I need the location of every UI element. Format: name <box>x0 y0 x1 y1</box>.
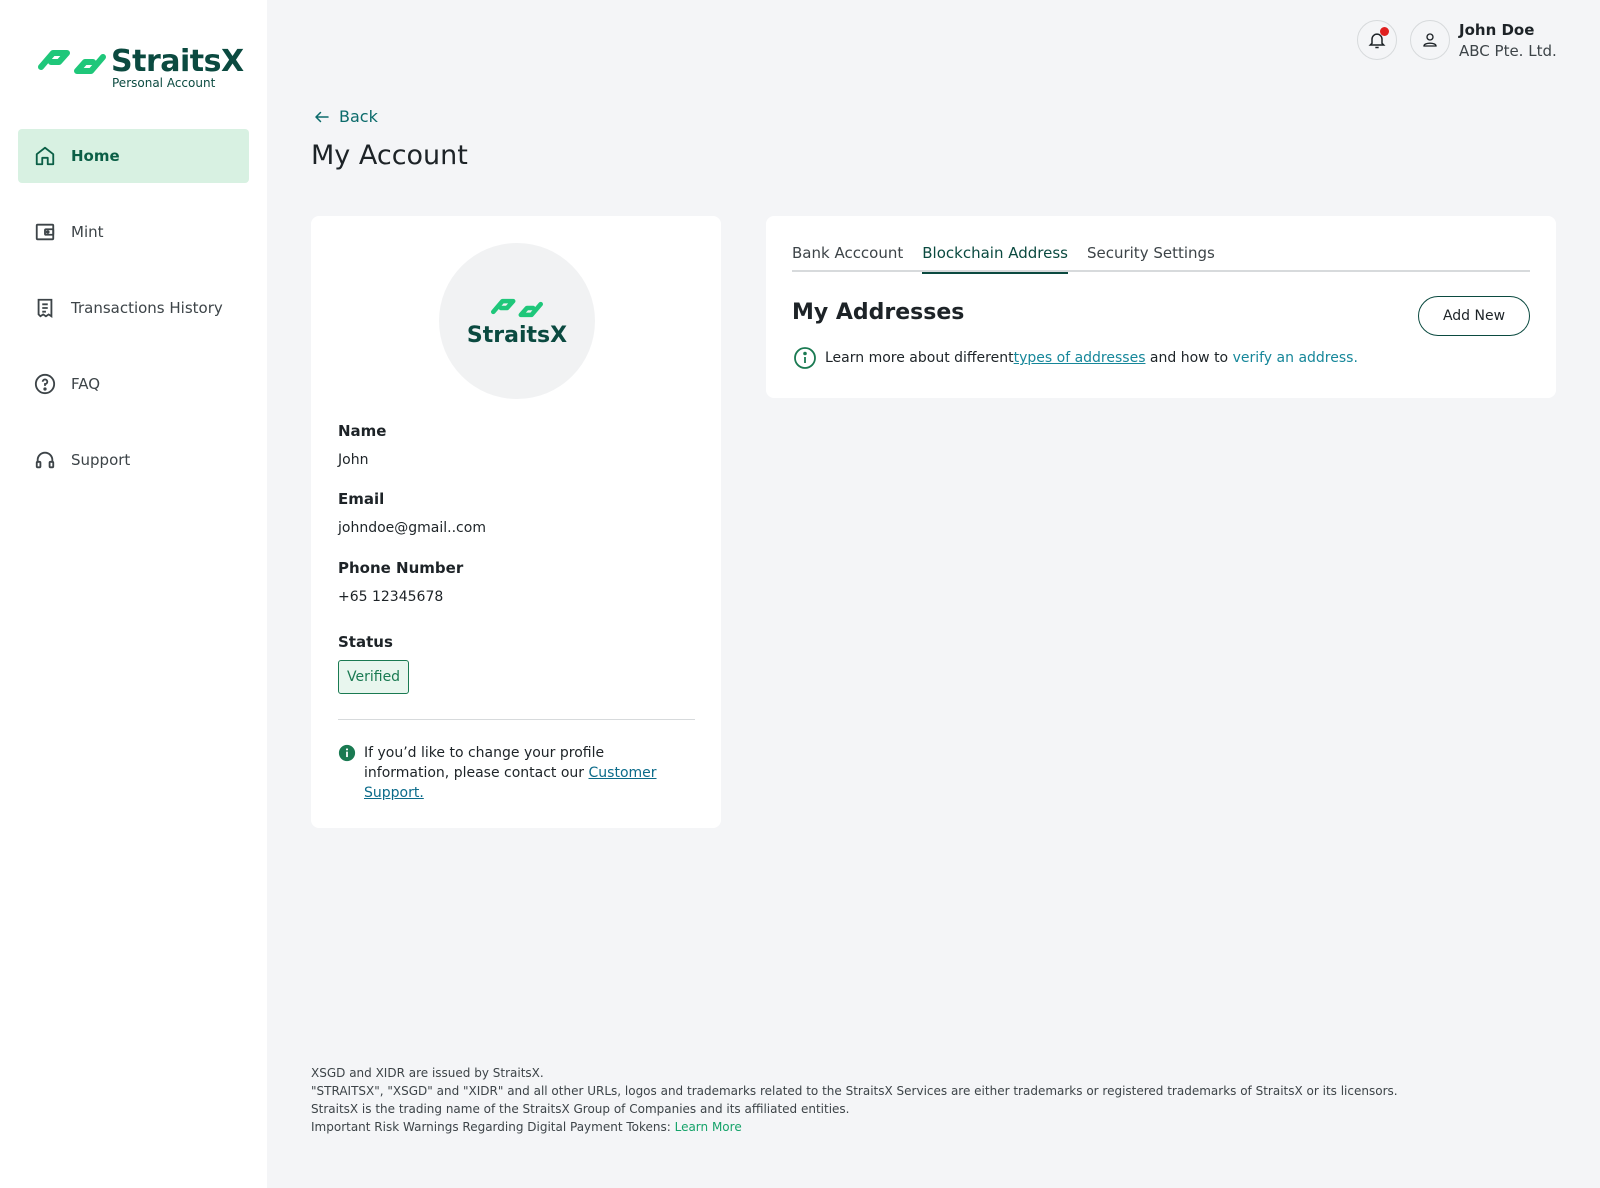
customer-support-link[interactable]: Customer Support. <box>364 765 657 801</box>
phone-value: +65 12345678 <box>338 589 444 605</box>
name-field <box>338 422 386 468</box>
status-field <box>338 633 409 694</box>
straitsx-logo-icon <box>489 295 545 321</box>
info-prefix: Learn more about different <box>825 350 1014 366</box>
email-field <box>338 490 486 536</box>
types-of-addresses-link[interactable]: types of addresses <box>1013 350 1146 366</box>
sidebar-item-transactions[interactable] <box>18 281 249 335</box>
sidebar-nav <box>18 129 249 509</box>
user-avatar-button[interactable] <box>1410 20 1450 60</box>
user-org: ABC Pte. Ltd. <box>1459 42 1557 60</box>
sidebar-item-label: FAQ <box>71 375 101 393</box>
name-value: John <box>338 452 369 468</box>
tab-bank-account[interactable]: Bank Acccount <box>792 244 904 262</box>
sidebar-item-home[interactable] <box>18 129 249 183</box>
sidebar-item-label: Support <box>71 451 131 469</box>
tab-blockchain-address[interactable]: Blockchain Address <box>922 240 1068 272</box>
wallet-icon <box>34 221 56 243</box>
sidebar-item-label: Home <box>71 147 120 165</box>
divider <box>338 719 695 720</box>
user-icon <box>1421 31 1439 49</box>
brand-subtitle: Personal Account <box>112 76 216 90</box>
sidebar-item-mint[interactable] <box>18 205 249 259</box>
profile-card <box>311 216 721 828</box>
footer-line-4 <box>311 1118 1398 1136</box>
back-link[interactable] <box>313 107 378 126</box>
headset-icon <box>34 449 56 471</box>
brand-name: StraitsX <box>111 44 244 79</box>
addresses-info <box>793 346 1358 370</box>
avatar-logo-text: StraitsX <box>466 322 568 348</box>
profile-note <box>338 743 668 803</box>
add-new-button[interactable]: Add New <box>1418 296 1530 336</box>
status-label: Status <box>338 633 393 651</box>
home-icon <box>34 145 56 167</box>
user-name: John Doe <box>1459 21 1535 39</box>
email-value: johndoe@gmail..com <box>338 520 486 536</box>
phone-field <box>338 559 463 605</box>
sidebar-item-support[interactable] <box>18 433 249 487</box>
email-label: Email <box>338 490 385 508</box>
notification-dot <box>1380 27 1389 36</box>
sidebar-item-label: Mint <box>71 223 104 241</box>
tab-security-settings[interactable]: Security Settings <box>1086 244 1215 262</box>
profile-note-text <box>364 743 668 803</box>
name-label: Name <box>338 422 387 440</box>
info-mid: and how to <box>1145 350 1233 366</box>
account-tabs <box>792 240 1530 272</box>
info-icon <box>793 346 817 370</box>
verify-address-link[interactable]: verify an address. <box>1232 350 1358 366</box>
arrow-left-icon <box>313 108 331 126</box>
profile-note-prefix: If you’d like to change your profile information, please contact our <box>364 745 605 781</box>
receipt-icon <box>34 297 56 319</box>
user-info[interactable] <box>1459 21 1557 60</box>
footer-risk-text: Important Risk Warnings Regarding Digital Payment Tokens: <box>311 1120 675 1134</box>
sidebar <box>0 0 267 1188</box>
info-icon <box>338 744 356 762</box>
addresses-card <box>766 216 1556 398</box>
notifications-button[interactable] <box>1357 20 1397 60</box>
brand-logo[interactable] <box>37 42 244 92</box>
footer-line-2: "STRAITSX", "XSGD" and "XIDR" and all other URLs, logos and trademarks related to the StraitsX Services are either trademarks or registered trademarks of StraitsX or its licensors. <box>311 1084 1398 1098</box>
sidebar-item-label: Transactions History <box>71 299 223 317</box>
question-icon <box>34 373 56 395</box>
page-title: My Account <box>311 140 468 171</box>
footer-line-3: StraitsX is the trading name of the StraitsX Group of Companies and its affiliated entities. <box>311 1102 850 1116</box>
profile-avatar <box>439 243 595 399</box>
phone-label: Phone Number <box>338 559 464 577</box>
footer <box>311 1064 1398 1136</box>
straitsx-logo-icon <box>37 45 107 79</box>
learn-more-link[interactable]: Learn More <box>674 1120 742 1134</box>
back-label: Back <box>339 107 378 126</box>
sidebar-item-faq[interactable] <box>18 357 249 411</box>
addresses-title: My Addresses <box>792 300 965 325</box>
status-badge: Verified <box>338 660 409 694</box>
footer-line-1: XSGD and XIDR are issued by StraitsX. <box>311 1066 544 1080</box>
